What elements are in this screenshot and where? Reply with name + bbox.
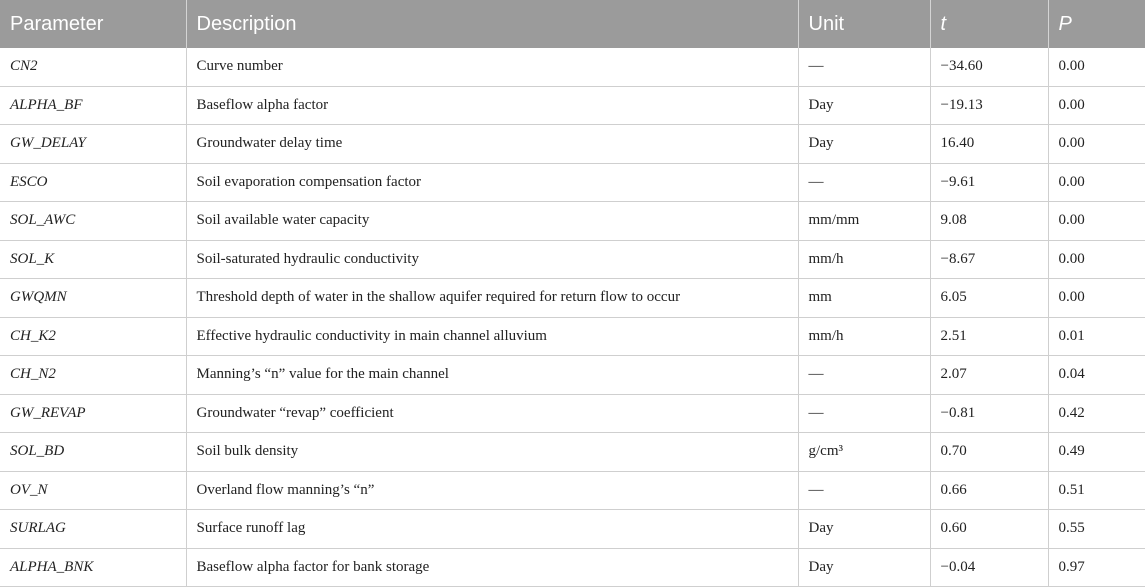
cell-unit: — <box>798 471 930 510</box>
cell-unit: Day <box>798 86 930 125</box>
cell-description: Effective hydraulic conductivity in main channel alluvium <box>186 317 798 356</box>
table-row <box>0 471 1145 510</box>
header-t: t <box>930 0 1048 48</box>
cell-description: Soil bulk density <box>186 433 798 472</box>
cell-parameter: ALPHA_BF <box>0 86 186 125</box>
cell-description: Threshold depth of water in the shallow aquifer required for return flow to occur <box>186 279 798 318</box>
cell-p: 0.00 <box>1048 163 1145 202</box>
cell-unit: g/cm³ <box>798 433 930 472</box>
table-row <box>0 48 1145 86</box>
cell-t: −9.61 <box>930 163 1048 202</box>
cell-unit: — <box>798 163 930 202</box>
cell-t: 9.08 <box>930 202 1048 241</box>
table-row <box>0 548 1145 587</box>
header-row <box>0 0 1145 48</box>
cell-parameter: OV_N <box>0 471 186 510</box>
cell-description: Surface runoff lag <box>186 510 798 549</box>
cell-unit: — <box>798 356 930 395</box>
cell-parameter: CN2 <box>0 48 186 86</box>
cell-description: Soil available water capacity <box>186 202 798 241</box>
cell-unit: mm <box>798 279 930 318</box>
cell-description: Baseflow alpha factor for bank storage <box>186 548 798 587</box>
cell-p: 0.01 <box>1048 317 1145 356</box>
cell-unit: mm/h <box>798 317 930 356</box>
cell-t: 2.07 <box>930 356 1048 395</box>
cell-unit: — <box>798 394 930 433</box>
cell-t: 6.05 <box>930 279 1048 318</box>
table-row <box>0 356 1145 395</box>
cell-p: 0.55 <box>1048 510 1145 549</box>
cell-p: 0.00 <box>1048 279 1145 318</box>
cell-unit: Day <box>798 510 930 549</box>
header-parameter: Parameter <box>0 0 186 48</box>
header-description: Description <box>186 0 798 48</box>
cell-p: 0.00 <box>1048 125 1145 164</box>
table-row <box>0 86 1145 125</box>
table-row <box>0 240 1145 279</box>
cell-parameter: GWQMN <box>0 279 186 318</box>
cell-unit: Day <box>798 548 930 587</box>
table-body <box>0 48 1145 587</box>
cell-p: 0.00 <box>1048 240 1145 279</box>
cell-parameter: CH_N2 <box>0 356 186 395</box>
cell-unit: Day <box>798 125 930 164</box>
table-row <box>0 202 1145 241</box>
table-row <box>0 433 1145 472</box>
cell-t: 16.40 <box>930 125 1048 164</box>
header-p: P <box>1048 0 1145 48</box>
cell-p: 0.42 <box>1048 394 1145 433</box>
cell-unit: mm/h <box>798 240 930 279</box>
cell-parameter: SURLAG <box>0 510 186 549</box>
cell-parameter: GW_REVAP <box>0 394 186 433</box>
table-row <box>0 394 1145 433</box>
cell-unit: mm/mm <box>798 202 930 241</box>
table-row <box>0 317 1145 356</box>
cell-parameter: ESCO <box>0 163 186 202</box>
cell-p: 0.00 <box>1048 86 1145 125</box>
cell-description: Soil evaporation compensation factor <box>186 163 798 202</box>
cell-parameter: GW_DELAY <box>0 125 186 164</box>
cell-t: −0.04 <box>930 548 1048 587</box>
cell-t: 2.51 <box>930 317 1048 356</box>
cell-p: 0.04 <box>1048 356 1145 395</box>
cell-parameter: SOL_AWC <box>0 202 186 241</box>
table-header <box>0 0 1145 48</box>
cell-p: 0.00 <box>1048 48 1145 86</box>
cell-description: Manning’s “n” value for the main channel <box>186 356 798 395</box>
cell-description: Baseflow alpha factor <box>186 86 798 125</box>
cell-description: Curve number <box>186 48 798 86</box>
table-row <box>0 510 1145 549</box>
cell-t: −19.13 <box>930 86 1048 125</box>
table-row <box>0 279 1145 318</box>
cell-parameter: SOL_K <box>0 240 186 279</box>
cell-t: −0.81 <box>930 394 1048 433</box>
cell-t: 0.70 <box>930 433 1048 472</box>
table-row <box>0 163 1145 202</box>
cell-parameter: ALPHA_BNK <box>0 548 186 587</box>
cell-p: 0.49 <box>1048 433 1145 472</box>
cell-t: −8.67 <box>930 240 1048 279</box>
cell-t: 0.66 <box>930 471 1048 510</box>
cell-p: 0.00 <box>1048 202 1145 241</box>
cell-description: Soil-saturated hydraulic conductivity <box>186 240 798 279</box>
cell-p: 0.97 <box>1048 548 1145 587</box>
table-row <box>0 125 1145 164</box>
cell-t: −34.60 <box>930 48 1048 86</box>
cell-p: 0.51 <box>1048 471 1145 510</box>
header-unit: Unit <box>798 0 930 48</box>
cell-description: Groundwater delay time <box>186 125 798 164</box>
cell-parameter: CH_K2 <box>0 317 186 356</box>
cell-unit: — <box>798 48 930 86</box>
cell-description: Overland flow manning’s “n” <box>186 471 798 510</box>
cell-t: 0.60 <box>930 510 1048 549</box>
cell-parameter: SOL_BD <box>0 433 186 472</box>
cell-description: Groundwater “revap” coefficient <box>186 394 798 433</box>
